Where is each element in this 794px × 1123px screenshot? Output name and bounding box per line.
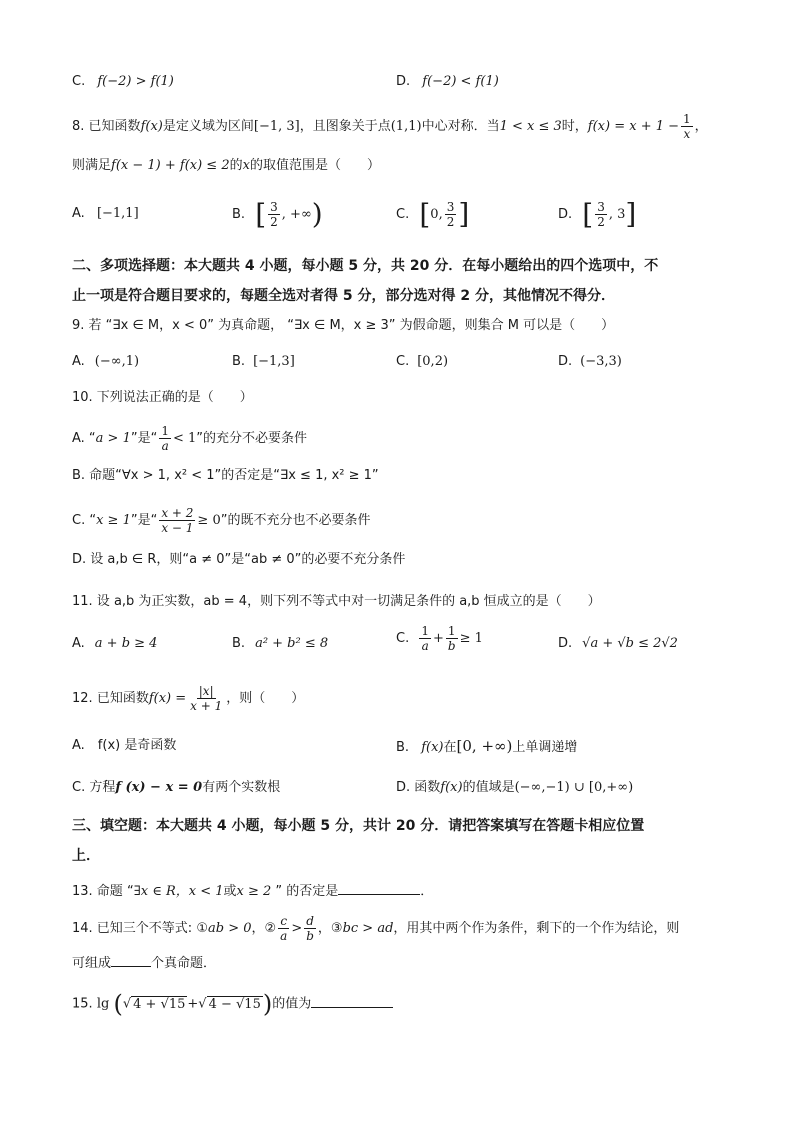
q8-stem-line2: 则满足f(x − 1) + f(x) ≤ 2的x的取值范围是（ ）	[72, 158, 380, 173]
section3-heading-line1: 三、填空题：本大题共 4 小题，每小题 5 分，共计 20 分．请把答案填写在答题卡相应位置	[72, 818, 645, 834]
q15-answer-blank[interactable]	[311, 993, 393, 1008]
q11-option-c: C. $\frac{1}{a}$ + $\frac{1}{b}$ ≥ 1	[396, 624, 483, 653]
q9-stem: 9. 若 “∃x ∈ M，x < 0” 为真命题， “∃x ∈ M，x ≥ 3” 为假命题，则集合 M 可以是（ ）	[72, 318, 615, 333]
q12-option-c: C. 方程f (x) − x = 0有两个实数根	[72, 780, 281, 795]
q10-option-a: A. “a > 1”是“ $\frac{1}{a}$ < 1”的充分不必要条件	[72, 424, 308, 453]
q9-option-c: C. [0,2)	[396, 354, 449, 369]
q9-option-a: A. (−∞,1)	[72, 354, 140, 369]
q10-stem: 10. 下列说法正确的是（ ）	[72, 390, 253, 405]
q7-option-d: D. f(−2) < f(1)	[396, 74, 499, 89]
q15-stem: 15. lg (√ 4 + √15 +√ 4 − √15)的值为	[72, 990, 393, 1018]
q8-fraction: $\frac{1}{x}$	[683, 112, 691, 141]
q11-option-d: D. √a + √b ≤ 2√2	[558, 636, 678, 651]
q9-option-b: B. [−1,3]	[232, 354, 295, 369]
q8-option-a: A. [−1,1]	[72, 206, 139, 221]
q13-answer-blank[interactable]	[338, 880, 420, 895]
q12-option-b: B. f(x)在[0, +∞)上单调递增	[396, 737, 578, 755]
q12-option-d: D. 函数f(x)的值域是(−∞,−1) ∪ [0,+∞)	[396, 780, 634, 795]
q14-stem-line2: 可组成 个真命题．	[72, 952, 216, 974]
section2-heading-line1: 二、多项选择题：本大题共 4 小题，每小题 5 分，共 20 分．在每小题给出的四个选项中，不	[72, 258, 659, 274]
q8-stem-line1: 8. 已知函数f(x)是定义域为区间[−1, 3]，且图象关于点(1,1)中心对称．当1 < x ≤ 3时，f(x) = x + 1 − $\frac{1}{x}$ ，	[72, 112, 708, 141]
q13-stem: 13. 命题 “∃x ∈ R，x < 1或x ≥ 2 ” 的否定是 ．	[72, 880, 433, 902]
q10-option-d: D. 设 a,b ∈ R，则“a ≠ 0”是“ab ≠ 0”的必要不充分条件	[72, 552, 406, 567]
q12-option-a: A. f(x) 是奇函数	[72, 738, 177, 753]
q10-option-b: B. 命题“∀x > 1, x² < 1”的否定是“∃x ≤ 1, x² ≥ 1”	[72, 468, 379, 483]
q8-option-c: C. [0, $\frac{3}{2}$ ]	[396, 197, 470, 231]
section3-heading-line2: 上．	[72, 848, 100, 864]
q11-option-a: A. a + b ≥ 4	[72, 636, 158, 651]
q11-option-b: B. a² + b² ≤ 8	[232, 636, 329, 651]
q8-option-b: B. [ $\frac{3}{2}$ , +∞)	[232, 197, 323, 231]
q11-stem: 11. 设 a,b 为正实数，ab = 4，则下列不等式中对一切满足条件的 a,b 恒成立的是（ ）	[72, 594, 601, 609]
q12-stem: 12. 已知函数f(x) = $\frac{|x|}{x + 1}$ ，则（ ）	[72, 684, 305, 713]
section2-heading-line2: 止一项是符合题目要求的，每题全选对者得 5 分，部分选对得 2 分，其他情况不得分．	[72, 288, 615, 304]
q14-stem-line1: 14. 已知三个不等式: ①ab > 0，② $\frac{c}{a}$ > $\frac{d}{b}$ ，③bc > ad，用其中两个作为条件，剩下的一个作为结论，则	[72, 914, 680, 943]
q14-answer-blank[interactable]	[111, 952, 151, 967]
q7-option-c: C. f(−2) > f(1)	[72, 74, 174, 89]
q10-option-c: C. “x ≥ 1”是“ $\frac{x + 2}{x - 1}$ ≥ 0”的既不充分也不必要条件	[72, 506, 371, 535]
q9-option-d: D. (−3,3)	[558, 354, 622, 369]
q8-option-d: D. [ $\frac{3}{2}$ , 3]	[558, 197, 637, 231]
